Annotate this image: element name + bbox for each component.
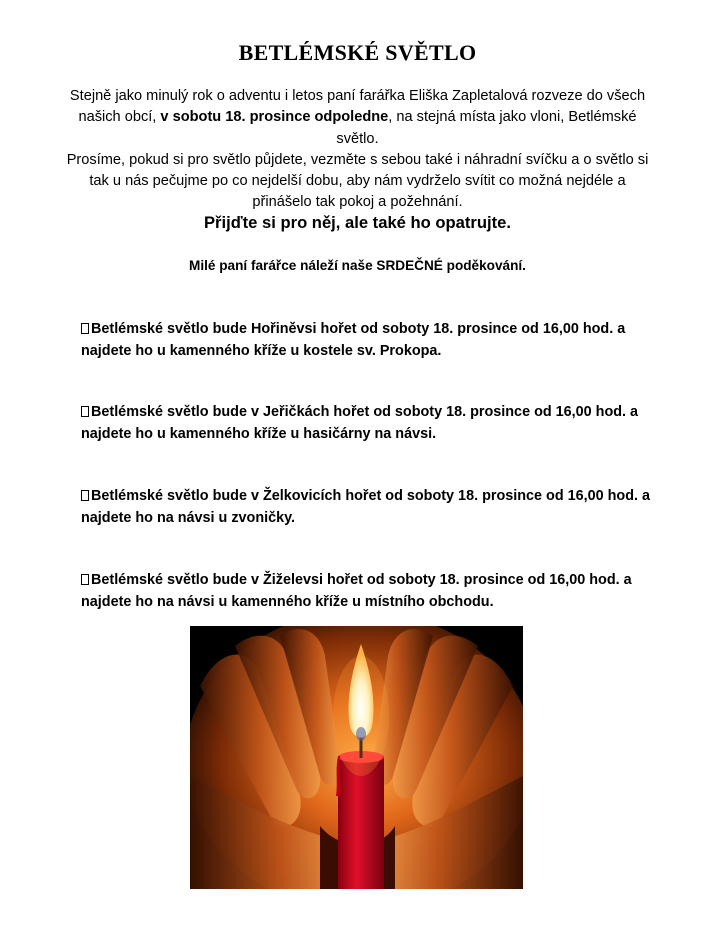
intro-paragraph: [60, 86, 655, 214]
intro-request: Prosíme, pokud si pro světlo půjdete, vezměte s sebou také i náhradní svíčku a o světlo si tak u nás pečujme po co nejdelší dobu, aby nám vydrželo svítit co možná nejdéle a přinášelo tak pokoj a požehnání.: [66, 151, 649, 211]
list-item-text: Betlémské světlo bude v Žiželevsi hořet od soboty 18. prosince od 16,00 hod. a najdete ho na návsi u kamenného kříže u místního obchodu.: [81, 572, 632, 610]
checkbox-glyph-icon: [81, 490, 89, 501]
page-title: BETLÉMSKÉ SVĚTLO: [238, 40, 477, 65]
thanks-line: Milé paní farářce náleží naše SRDEČNÉ poděkování.: [189, 258, 526, 273]
list-item: [81, 485, 661, 529]
candle-photo: [190, 626, 523, 889]
candle-in-hands-icon: [190, 626, 523, 889]
list-item: [81, 401, 661, 445]
list-item: [81, 569, 661, 613]
checkbox-glyph-icon: [81, 574, 89, 585]
list-item-text: Betlémské světlo bude v Želkovicích hořet od soboty 18. prosince od 16,00 hod. a najdete ho na návsi u zvoničky.: [81, 488, 651, 526]
list-item-text: Betlémské světlo bude Hořiněvsi hořet od soboty 18. prosince od 16,00 hod. a najdete ho u kamenného kříže u kostele sv. Prokopa.: [81, 321, 626, 359]
list-item-text: Betlémské světlo bude v Jeřičkách hořet od soboty 18. prosince od 16,00 hod. a najdete ho u kamenného kříže u hasičárny na návsi.: [81, 404, 639, 442]
list-item: [81, 318, 661, 362]
checkbox-glyph-icon: [81, 406, 89, 417]
checkbox-glyph-icon: [81, 323, 89, 334]
emphasis-line: Přijďte si pro něj, ale také ho opatrujte.: [203, 213, 511, 232]
intro-text-part1: Stejně jako minulý rok o adventu i letos paní farářka Eliška Zapletalová rozveze do všech našich obcí,: [69, 88, 646, 126]
intro-text-part2: , na stejná místa jako vloni, Betlémské světlo.: [336, 109, 637, 147]
intro-date-bold: v sobotu 18. prosince odpoledne: [160, 109, 389, 126]
